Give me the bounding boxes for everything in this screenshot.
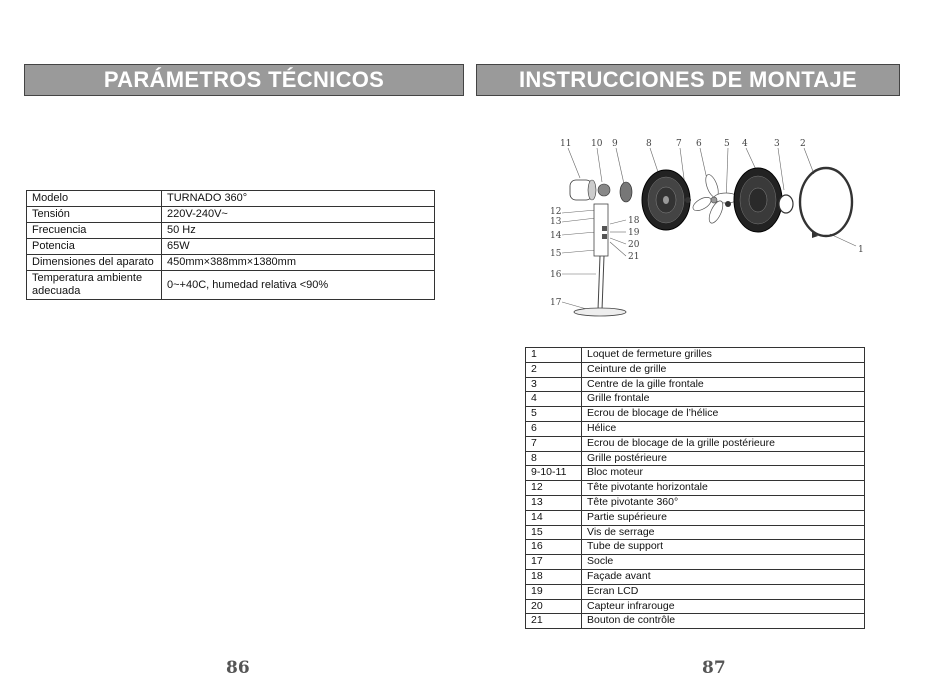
- propeller-shape: [691, 173, 738, 225]
- front-grille-shape: [734, 168, 782, 232]
- spec-value: 220V-240V~: [162, 207, 435, 223]
- diagram-label: 10: [591, 139, 603, 149]
- part-name: Ecran LCD: [582, 584, 865, 599]
- spec-value: 0~+40C, humedad relativa <90%: [162, 271, 435, 300]
- parts-row: [526, 481, 865, 496]
- propeller-nut-shape: [725, 201, 731, 207]
- diagram-label: 12: [550, 207, 562, 217]
- diagram-label: 6: [696, 139, 702, 149]
- spec-key: Modelo: [27, 191, 162, 207]
- spec-row: [27, 207, 435, 223]
- part-name: Loquet de fermeture grilles: [582, 348, 865, 363]
- part-number: 1: [526, 348, 582, 363]
- part-name: Hélice: [582, 421, 865, 436]
- parts-row: [526, 599, 865, 614]
- page-number-right: 87: [702, 658, 726, 678]
- spec-value: TURNADO 360°: [162, 191, 435, 207]
- part-name: Grille frontale: [582, 392, 865, 407]
- diagram-label: 21: [628, 252, 640, 262]
- grille-center-shape: [779, 195, 793, 213]
- part-name: Vis de serrage: [582, 525, 865, 540]
- grille-ring-shape: [800, 168, 852, 236]
- spec-row: [27, 271, 435, 300]
- parts-row: [526, 407, 865, 422]
- page-number-left: 86: [226, 658, 250, 678]
- diagram-label: 7: [676, 139, 682, 149]
- part-number: 16: [526, 540, 582, 555]
- diagram-label: 4: [742, 139, 748, 149]
- spec-key: Dimensiones del aparato: [27, 255, 162, 271]
- parts-table: [525, 347, 865, 629]
- part-name: Ecrou de blocage de l’hélice: [582, 407, 865, 422]
- parts-row: [526, 392, 865, 407]
- spec-row: [27, 255, 435, 271]
- spec-key: Tensión: [27, 207, 162, 223]
- part-name: Ceinture de grille: [582, 362, 865, 377]
- section-banner-parametros: PARÁMETROS TÉCNICOS: [24, 64, 464, 96]
- part-name: Grille postérieure: [582, 451, 865, 466]
- part-name: Centre de la gille frontale: [582, 377, 865, 392]
- diagram-label: 3: [774, 139, 780, 149]
- part-number: 6: [526, 421, 582, 436]
- diagram-label: 15: [550, 249, 562, 259]
- part-name: Bloc moteur: [582, 466, 865, 481]
- parts-row: [526, 510, 865, 525]
- diagram-label: 16: [550, 270, 562, 280]
- parts-row: [526, 495, 865, 510]
- part-name: Tête pivotante 360°: [582, 495, 865, 510]
- part-number: 18: [526, 569, 582, 584]
- motor-block-shape: [570, 180, 632, 202]
- spec-value: 50 Hz: [162, 223, 435, 239]
- spec-key: Temperatura ambiente adecuada: [27, 271, 162, 300]
- spec-key: Frecuencia: [27, 223, 162, 239]
- diagram-label: 20: [628, 240, 640, 250]
- parts-row: [526, 348, 865, 363]
- part-number: 5: [526, 407, 582, 422]
- diagram-label: 17: [550, 298, 562, 308]
- part-name: Socle: [582, 555, 865, 570]
- part-name: Tube de support: [582, 540, 865, 555]
- spec-row: [27, 239, 435, 255]
- rear-lock-nut-shape: [685, 197, 691, 203]
- specs-table: [26, 190, 435, 300]
- spec-row: [27, 223, 435, 239]
- spec-value: 65W: [162, 239, 435, 255]
- diagram-label: 11: [560, 139, 572, 149]
- diagram-label: 2: [800, 139, 806, 149]
- diagram-label: 13: [550, 217, 562, 227]
- part-number: 14: [526, 510, 582, 525]
- part-name: Façade avant: [582, 569, 865, 584]
- part-number: 8: [526, 451, 582, 466]
- part-number: 21: [526, 614, 582, 629]
- fan-exploded-diagram: [540, 134, 880, 324]
- parts-row: [526, 525, 865, 540]
- diagram-label: 9: [612, 139, 618, 149]
- part-number: 19: [526, 584, 582, 599]
- parts-row: [526, 362, 865, 377]
- part-name: Tête pivotante horizontale: [582, 481, 865, 496]
- parts-row: [526, 614, 865, 629]
- parts-row: [526, 584, 865, 599]
- diagram-label: 14: [550, 231, 562, 241]
- diagram-label: 5: [724, 139, 730, 149]
- spec-row: [27, 191, 435, 207]
- parts-row: [526, 555, 865, 570]
- part-number: 3: [526, 377, 582, 392]
- diagram-label: 18: [628, 216, 640, 226]
- part-number: 7: [526, 436, 582, 451]
- parts-row: [526, 466, 865, 481]
- parts-row: [526, 377, 865, 392]
- part-number: 4: [526, 392, 582, 407]
- part-name: Partie supérieure: [582, 510, 865, 525]
- part-number: 2: [526, 362, 582, 377]
- diagram-label: 8: [646, 139, 652, 149]
- part-name: Ecrou de blocage de la grille postérieure: [582, 436, 865, 451]
- rear-grille-shape: [642, 170, 690, 230]
- parts-row: [526, 451, 865, 466]
- part-number: 9-10-11: [526, 466, 582, 481]
- parts-row: [526, 421, 865, 436]
- fan-stand-shape: [574, 204, 626, 316]
- part-number: 12: [526, 481, 582, 496]
- spec-value: 450mm×388mm×1380mm: [162, 255, 435, 271]
- part-number: 17: [526, 555, 582, 570]
- spec-key: Potencia: [27, 239, 162, 255]
- parts-row: [526, 569, 865, 584]
- section-banner-montaje: INSTRUCCIONES DE MONTAJE: [476, 64, 900, 96]
- diagram-label: 19: [628, 228, 640, 238]
- part-name: Bouton de contrôle: [582, 614, 865, 629]
- part-number: 15: [526, 525, 582, 540]
- part-name: Capteur infrarouge: [582, 599, 865, 614]
- part-number: 13: [526, 495, 582, 510]
- part-number: 20: [526, 599, 582, 614]
- diagram-label: 1: [858, 245, 864, 255]
- parts-row: [526, 436, 865, 451]
- parts-row: [526, 540, 865, 555]
